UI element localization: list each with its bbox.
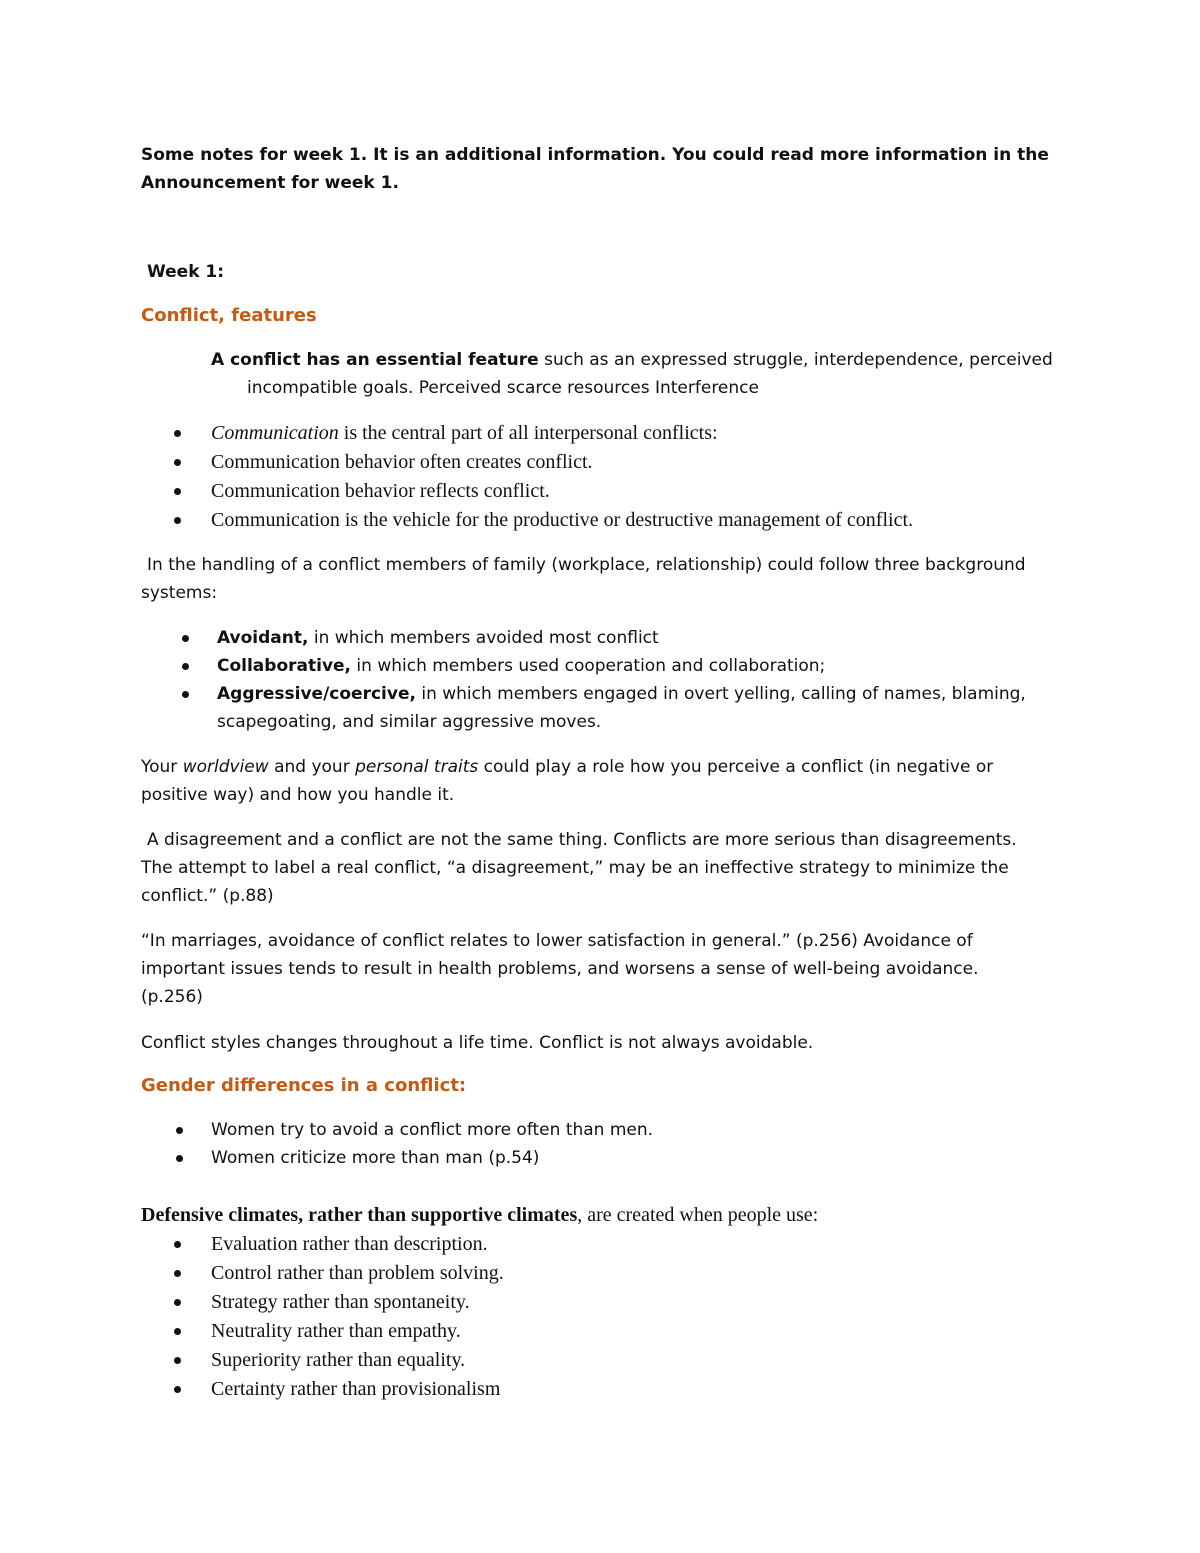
bullet-icon: [174, 1270, 181, 1277]
worldview-line-2: positive way) and how you handle it.: [141, 785, 455, 805]
systems-list: [217, 624, 1097, 736]
section-heading-gender: Gender differences in a conflict:: [141, 1075, 467, 1096]
systems-line-2: systems:: [141, 583, 218, 603]
list-item: Control rather than problem solving.: [211, 1259, 1111, 1288]
intro-paragraph: [141, 141, 1141, 197]
feature-paragraph: [211, 346, 1091, 402]
bullet-icon: [174, 459, 181, 466]
bullet-icon: [176, 1155, 183, 1162]
marriages-line-3: (p.256): [141, 987, 203, 1007]
list-item: Communication is the central part of all interpersonal conflicts:: [211, 419, 1111, 448]
marriages-line-2: important issues tends to result in health problems, and worsens a sense of well-being avoidance.: [141, 959, 979, 979]
bullet-icon: [174, 488, 181, 495]
feature-bold: A conflict has an essential feature: [211, 350, 539, 370]
disagreement-line-1: A disagreement and a conflict are not the same thing. Conflicts are more serious than disagreements.: [147, 830, 1017, 850]
section-heading-conflict-features: Conflict, features: [141, 305, 317, 326]
marriages-line-1: “In marriages, avoidance of conflict relates to lower satisfaction in general.” (p.256) Avoidance of: [141, 931, 973, 951]
list-item: Women try to avoid a conflict more often than men.: [211, 1116, 1091, 1144]
communication-list: [211, 419, 1111, 535]
list-item: Women criticize more than man (p.54): [211, 1144, 1091, 1172]
list-item: Communication behavior reflects conflict.: [211, 477, 1111, 506]
list-item: Communication behavior often creates conflict.: [211, 448, 1111, 477]
bullet-icon: [176, 1127, 183, 1134]
list-item: Communication is the vehicle for the productive or destructive management of conflict.: [211, 506, 1111, 535]
gender-list: [211, 1116, 1091, 1172]
bullet-icon: [174, 1328, 181, 1335]
bullet-icon: [174, 1357, 181, 1364]
worldview-line-1: Your worldview and your personal traits could play a role how you perceive a conflict (in negative or: [141, 757, 994, 777]
bullet-icon: [174, 430, 181, 437]
climates-bold: Defensive climates, rather than supportive climates: [141, 1204, 578, 1226]
styles-paragraph: Conflict styles changes throughout a life time. Conflict is not always avoidable.: [141, 1033, 814, 1053]
list-item: Collaborative, in which members used cooperation and collaboration;: [217, 652, 1097, 680]
bullet-icon: [174, 1241, 181, 1248]
list-item: Certainty rather than provisionalism: [211, 1375, 1111, 1404]
list-item: Neutrality rather than empathy.: [211, 1317, 1111, 1346]
systems-line-1: In the handling of a conflict members of family (workplace, relationship) could follow three background: [147, 555, 1026, 575]
bullet-icon: [182, 691, 189, 698]
bullet-icon: [174, 517, 181, 524]
marriages-paragraph: [141, 927, 1151, 1011]
list-item: Superiority rather than equality.: [211, 1346, 1111, 1375]
list-item: Avoidant, in which members avoided most conflict: [217, 624, 1097, 652]
list-item: Strategy rather than spontaneity.: [211, 1288, 1111, 1317]
bullet-icon: [174, 1299, 181, 1306]
list-item: Evaluation rather than description.: [211, 1230, 1111, 1259]
list-item: Aggressive/coercive, in which members engaged in overt yelling, calling of names, blaming, scapegoating, and similar aggressive moves.: [217, 680, 1097, 736]
intro-line-2: Announcement for week 1.: [141, 173, 399, 193]
disagreement-line-3: conflict.” (p.88): [141, 886, 274, 906]
disagreement-paragraph: [141, 826, 1151, 910]
bullet-icon: [174, 1386, 181, 1393]
feature-rest: such as an expressed struggle, interdependence, perceived: [538, 350, 1053, 370]
feature-line-2: incompatible goals. Perceived scarce resources Interference: [247, 378, 759, 398]
climates-paragraph: [141, 1201, 1141, 1230]
disagreement-line-2: The attempt to label a real conflict, “a disagreement,” may be an ineffective strategy to minimize the: [141, 858, 1009, 878]
bullet-icon: [182, 635, 189, 642]
communication-italic: Communication: [211, 422, 339, 444]
feature-line-1: [211, 346, 1091, 374]
systems-paragraph: [141, 551, 1141, 607]
bullet-icon: [182, 663, 189, 670]
climates-list: [211, 1230, 1111, 1404]
intro-line-1: Some notes for week 1. It is an additional information. You could read more information in the: [141, 145, 1049, 165]
climates-rest: , are created when people use:: [577, 1204, 819, 1226]
week-label: Week 1:: [147, 262, 225, 282]
worldview-paragraph: [141, 753, 1141, 809]
